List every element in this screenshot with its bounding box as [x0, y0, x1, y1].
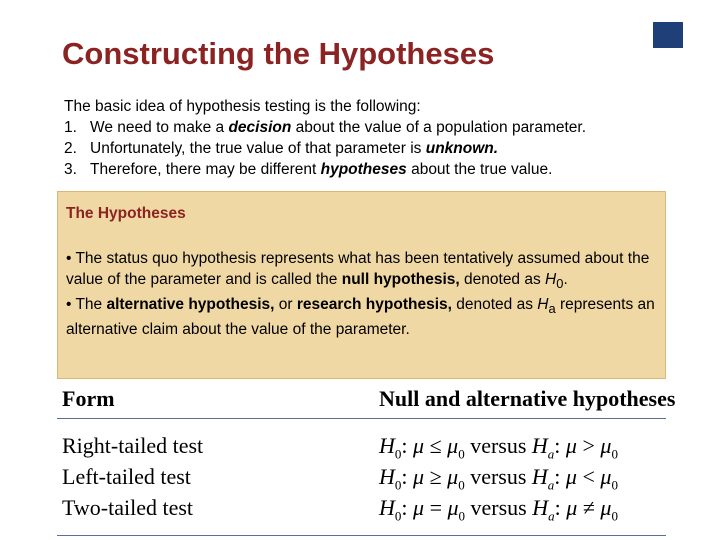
- text-run: • The: [66, 296, 107, 314]
- item-emphasis: hypotheses: [320, 161, 407, 178]
- intro-item-1: [64, 117, 704, 138]
- h-subscript: 0: [394, 477, 402, 493]
- h-subscript: 0: [394, 446, 402, 462]
- slide-title: Constructing the Hypotheses: [62, 36, 495, 71]
- h-symbol: H: [537, 296, 549, 314]
- mu-subscript: 0: [611, 508, 618, 524]
- null-hypothesis-paragraph: [66, 248, 664, 294]
- item-text-after: about the true value.: [406, 161, 553, 178]
- row-form-two-tailed: Two-tailed test: [62, 495, 194, 520]
- item-text: We need to make a: [90, 119, 229, 136]
- versus-word: versus: [470, 495, 527, 520]
- mu-symbol: μ: [600, 495, 612, 520]
- column-header-hypotheses: Null and alternative hypotheses: [379, 386, 676, 411]
- box-title: The Hypotheses: [66, 205, 186, 222]
- intro-lead: The basic idea of hypothesis testing is the following:: [64, 98, 421, 115]
- alternative-hypothesis-paragraph: [66, 294, 664, 340]
- mu-symbol: μ: [565, 433, 577, 458]
- colon: :: [401, 433, 408, 458]
- null-relation: ≥: [429, 464, 442, 489]
- mu-subscript: 0: [458, 508, 466, 524]
- h-subscript: a: [548, 301, 556, 317]
- intro-item-2: [64, 138, 704, 159]
- table-bottom-rule: [57, 535, 666, 536]
- item-number: 3.: [64, 161, 77, 178]
- colon: :: [401, 495, 408, 520]
- mu-subscript: 0: [458, 446, 465, 462]
- item-emphasis: unknown.: [425, 140, 499, 157]
- table-header-rule: [57, 418, 666, 419]
- item-emphasis: decision: [228, 119, 292, 136]
- h-symbol: H: [379, 495, 395, 520]
- mu-symbol: μ: [413, 495, 425, 520]
- hypotheses-table: [57, 380, 676, 540]
- text-run: or: [274, 296, 297, 314]
- text-run: • The status quo hypothesis represents what has been tentatively assumed about the value of the parameter and is called the: [66, 250, 650, 288]
- h-symbol: H: [531, 433, 548, 458]
- item-text: Therefore, there may be different: [90, 161, 321, 178]
- item-text-after: about the value of a population parameter.: [291, 119, 587, 136]
- page-number: 4: [684, 28, 690, 38]
- mu-symbol: μ: [600, 433, 612, 458]
- h-symbol: H: [531, 464, 548, 489]
- mu-symbol: μ: [600, 464, 612, 489]
- text-run: represents an alternative claim about the value of the parameter.: [66, 296, 655, 339]
- null-relation: =: [429, 495, 442, 520]
- mu-symbol: μ: [447, 495, 459, 520]
- intro-text: [64, 96, 704, 180]
- h-symbol: H: [545, 271, 557, 288]
- row-hypotheses-left-tailed: [379, 464, 618, 493]
- mu-symbol: μ: [566, 495, 578, 520]
- text-run: denoted as: [459, 271, 546, 288]
- null-hypothesis-term: null hypothesis,: [341, 271, 460, 288]
- mu-subscript: 0: [611, 446, 618, 462]
- mu-symbol: μ: [447, 433, 459, 458]
- h-subscript: a: [547, 477, 555, 493]
- mu-symbol: μ: [565, 464, 577, 489]
- h-symbol: H: [379, 464, 395, 489]
- column-header-form: Form: [62, 386, 115, 411]
- h-subscript: a: [548, 508, 555, 524]
- alternative-hypothesis-term: alternative hypothesis,: [106, 296, 275, 314]
- box-text: [66, 248, 664, 340]
- item-text: Unfortunately, the true value of that parameter is: [90, 140, 426, 157]
- colon: :: [554, 433, 561, 458]
- mu-symbol: μ: [413, 433, 425, 458]
- h-symbol: H: [532, 495, 549, 520]
- mu-symbol: μ: [413, 464, 425, 489]
- mu-subscript: 0: [611, 477, 618, 493]
- h-subscript: a: [547, 446, 555, 462]
- text-run: denoted as: [451, 296, 538, 314]
- item-number: 2.: [64, 140, 77, 157]
- row-hypotheses-two-tailed: [379, 495, 618, 524]
- h-subscript: 0: [394, 508, 402, 524]
- alt-relation: ≠: [582, 495, 595, 520]
- colon: :: [401, 464, 408, 489]
- research-hypothesis-term: research hypothesis,: [296, 296, 452, 314]
- row-form-left-tailed: Left-tailed test: [62, 464, 191, 489]
- colon: :: [554, 464, 561, 489]
- text-run: .: [563, 271, 568, 288]
- row-form-right-tailed: Right-tailed test: [62, 433, 204, 458]
- versus-word: versus: [470, 433, 527, 458]
- intro-item-3: [64, 159, 704, 180]
- h-subscript: 0: [556, 276, 564, 292]
- versus-word: versus: [470, 464, 527, 489]
- mu-symbol: μ: [447, 464, 459, 489]
- mu-subscript: 0: [458, 477, 465, 493]
- null-relation: ≤: [429, 433, 442, 458]
- item-number: 1.: [64, 119, 77, 136]
- row-hypotheses-right-tailed: [379, 433, 618, 462]
- colon: :: [554, 495, 561, 520]
- alt-relation: >: [582, 433, 595, 458]
- alt-relation: <: [582, 464, 595, 489]
- h-symbol: H: [379, 433, 395, 458]
